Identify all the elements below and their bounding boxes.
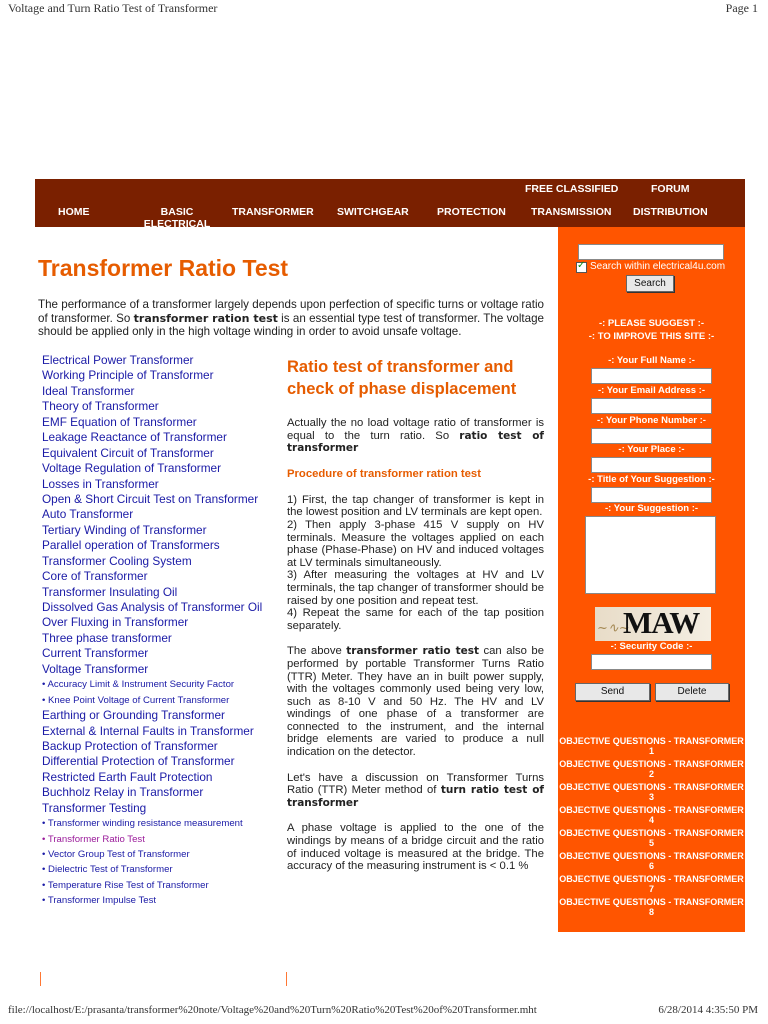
print-header-title: Voltage and Turn Ratio Test of Transformer — [8, 1, 218, 15]
related-link-item[interactable]: • Vector Group Test of Transformer — [42, 847, 282, 862]
related-link-item[interactable]: Voltage Regulation of Transformer — [42, 461, 222, 476]
related-link-item[interactable]: Equivalent Circuit of Transformer — [42, 445, 214, 460]
phone-label: -: Your Phone Number :- — [597, 415, 706, 426]
related-link-item[interactable]: Restricted Earth Fault Protection — [42, 769, 213, 784]
article-heading: Ratio test of transformer and check of phase displacement — [287, 358, 517, 398]
related-link-item[interactable]: Current Transformer — [42, 646, 149, 661]
intro-bold-term: transformer ration test — [133, 311, 278, 325]
nav-item-transformer[interactable]: TRANSFORMER — [232, 206, 314, 218]
nav-item-switchgear[interactable]: SWITCHGEAR — [337, 206, 409, 218]
related-link-item[interactable]: Losses in Transformer — [42, 476, 159, 491]
related-link-item[interactable]: • Transformer winding resistance measurement — [42, 816, 282, 831]
print-page-number: Page 1 — [725, 1, 758, 15]
nav-item-protection[interactable]: PROTECTION — [437, 206, 506, 218]
related-link-item[interactable]: Theory of Transformer — [42, 399, 159, 414]
suggestion-title-input[interactable] — [591, 487, 712, 503]
related-link-item[interactable]: • Accuracy Limit & Instrument Security Factor — [42, 677, 282, 692]
intro-paragraph: The performance of a transformer largely depends upon perfection of specific turns or voltage ratio of transformer. So transformer ration test is an essential type test of transformer. The voltage should be applied only in the high voltage winding in order to avoid unsafe voltage. — [38, 298, 544, 339]
article-paragraph-discussion: Let's have a discussion on Transformer Turns Ratio (TTR) Meter method of turn ratio test of transformer — [287, 771, 545, 809]
nav-item-home[interactable]: HOME — [58, 206, 90, 218]
search-button[interactable]: Search — [626, 275, 674, 292]
article-paragraph-bridge: A phase voltage is applied to the one of the windings by means of a bridge circuit and the ratio of induced voltage is measured at the bridge. The accuracy of the measuring instrument is < 0.1 % — [287, 822, 544, 873]
related-link-item[interactable]: External & Internal Faults in Transformer — [42, 723, 254, 738]
related-link-item[interactable]: Working Principle of Transformer — [42, 368, 214, 383]
place-label: -: Your Place :- — [618, 444, 685, 455]
related-link-item[interactable]: Three phase transformer — [42, 630, 172, 645]
objective-questions-link[interactable]: OBJECTIVE QUESTIONS - TRANSFORMER 5 — [559, 829, 744, 848]
article-paragraph-ttr: The above transformer ratio test can also be performed by portable Transformer Turns Ratio (TTR) Meter. They have an in built power supply, with the voltages commonly used being very low, such as 8-10 V and 50 Hz. The HV and LV windings of one phase of a transformer are connected to the instrument, and the internal bridge elements are varied to produce a null indication on the detector. — [287, 645, 544, 759]
objective-questions-link[interactable]: OBJECTIVE QUESTIONS - TRANSFORMER 6 — [559, 852, 744, 871]
related-link-item[interactable]: Tertiary Winding of Transformer — [42, 522, 207, 537]
security-code-label: -: Security Code :- — [610, 641, 693, 652]
page-title: Transformer Ratio Test — [38, 255, 289, 281]
objective-questions-link[interactable]: OBJECTIVE QUESTIONS - TRANSFORMER 8 — [559, 898, 744, 917]
related-link-item[interactable]: Auto Transformer — [42, 507, 134, 522]
email-label: -: Your Email Address :- — [598, 385, 705, 396]
page-edge-marker — [286, 972, 287, 986]
article-column — [287, 356, 544, 886]
procedure-heading: Procedure of transformer ration test — [287, 467, 481, 480]
objective-questions-link[interactable]: OBJECTIVE QUESTIONS - TRANSFORMER 4 — [559, 806, 744, 825]
procedure-steps — [287, 494, 544, 633]
full-name-label: -: Your Full Name :- — [608, 355, 695, 366]
related-link-item[interactable]: Open & Short Circuit Test on Transformer — [42, 491, 259, 506]
procedure-step: 3) After measuring the voltages at HV and LV terminals, the tap changer of transformer should be raised by one position and repeat test. — [287, 569, 544, 607]
related-link-item[interactable]: Dissolved Gas Analysis of Transformer Oil — [42, 600, 263, 614]
print-footer-url: file://localhost/E:/prasanta/transformer%20note/Voltage%20and%20Turn%20Ratio%20Test%20of%20Transformer.mht — [8, 1004, 537, 1016]
nav-item-distribution[interactable]: DISTRIBUTION — [633, 206, 708, 218]
top-navigation-bar — [35, 179, 745, 227]
procedure-step: 2) Then apply 3-phase 415 V supply on HV terminals. Measure the voltages applied on each phase (Phase-Phase) on HV and induced voltages at LV terminals simultaneously. — [287, 518, 544, 569]
suggestion-textarea[interactable] — [585, 516, 716, 594]
security-code-input[interactable] — [591, 654, 712, 670]
related-link-item[interactable]: • Dielectric Test of Transformer — [42, 862, 282, 877]
related-link-item[interactable]: • Temperature Rise Test of Transformer — [42, 878, 282, 893]
print-footer-datetime: 6/28/2014 4:35:50 PM — [658, 1004, 758, 1016]
site-search-input[interactable] — [578, 244, 724, 260]
delete-button[interactable]: Delete — [655, 683, 729, 701]
objective-questions-link[interactable]: OBJECTIVE QUESTIONS - TRANSFORMER 7 — [559, 875, 744, 894]
sidebar-panel — [558, 227, 745, 932]
procedure-step: 4) Repeat the same for each of the tap position separately. — [287, 607, 544, 632]
email-input[interactable] — [591, 398, 712, 414]
suggest-subheading: -: TO IMPROVE THIS SITE :- — [588, 331, 715, 342]
objective-questions-link[interactable]: OBJECTIVE QUESTIONS - TRANSFORMER 1 — [559, 737, 744, 756]
nav-item-transmission[interactable]: TRANSMISSION — [531, 206, 612, 218]
related-link-item[interactable]: Buchholz Relay in Transformer — [42, 785, 204, 800]
objective-questions-link[interactable]: OBJECTIVE QUESTIONS - TRANSFORMER 2 — [559, 760, 744, 779]
article-paragraph-intro: Actually the no load voltage ratio of transformer is equal to the turn ratio. So ratio test of transformer — [287, 417, 544, 455]
related-link-item[interactable]: • Knee Point Voltage of Current Transformer — [42, 693, 282, 708]
suggestion-label: -: Your Suggestion :- — [604, 503, 699, 514]
send-button[interactable]: Send — [575, 683, 650, 701]
related-link-item[interactable]: Differential Protection of Transformer — [42, 754, 235, 769]
checkmark-icon: ✓ — [577, 260, 586, 271]
nav-item-forum[interactable]: FORUM — [651, 183, 690, 195]
related-link-item[interactable]: Transformer Insulating Oil — [42, 584, 178, 599]
captcha-image — [595, 607, 711, 641]
search-within-label: Search within electrical4u.com — [590, 261, 726, 272]
related-link-item[interactable]: Backup Protection of Transformer — [42, 738, 218, 753]
objective-questions-link[interactable]: OBJECTIVE QUESTIONS - TRANSFORMER 3 — [559, 783, 744, 802]
related-links-list — [42, 353, 282, 909]
related-link-item[interactable]: Earthing or Grounding Transformer — [42, 708, 225, 723]
place-input[interactable] — [591, 457, 712, 473]
captcha-text: MAW — [623, 607, 700, 640]
related-link-item[interactable]: Transformer Testing — [42, 800, 147, 815]
related-link-item[interactable]: Parallel operation of Transformers — [42, 538, 220, 553]
related-link-item[interactable]: Leakage Reactance of Transformer — [42, 430, 227, 445]
procedure-step: 1) First, the tap changer of transformer is kept in the lowest position and LV terminals are kept open. — [287, 493, 544, 519]
related-link-item[interactable]: • Transformer Ratio Test — [42, 832, 282, 847]
related-link-item[interactable]: Over Fluxing in Transformer — [42, 615, 189, 630]
related-link-item[interactable]: Ideal Transformer — [42, 383, 135, 398]
phone-input[interactable] — [591, 428, 712, 444]
page-edge-marker — [40, 972, 41, 986]
suggestion-title-label: -: Title of Your Suggestion :- — [588, 474, 715, 485]
nav-item-basic-electrical[interactable]: BASIC ELECTRICAL — [143, 206, 211, 227]
suggest-heading: -: PLEASE SUGGEST :- — [598, 318, 705, 329]
captcha-noise: ~∿~ — [597, 621, 630, 636]
search-within-checkbox[interactable] — [576, 262, 587, 273]
related-link-item[interactable]: • Transformer Impulse Test — [42, 893, 282, 908]
related-link-item[interactable]: Voltage Transformer — [42, 661, 149, 676]
related-link-item[interactable]: Core of Transformer — [42, 569, 148, 584]
nav-item-free-classified[interactable]: FREE CLASSIFIED — [525, 183, 619, 195]
related-link-item[interactable]: Transformer Cooling System — [42, 553, 192, 568]
related-link-item[interactable]: EMF Equation of Transformer — [42, 414, 197, 429]
full-name-input[interactable] — [591, 368, 712, 384]
related-link-item[interactable]: Electrical Power Transformer — [42, 353, 194, 367]
